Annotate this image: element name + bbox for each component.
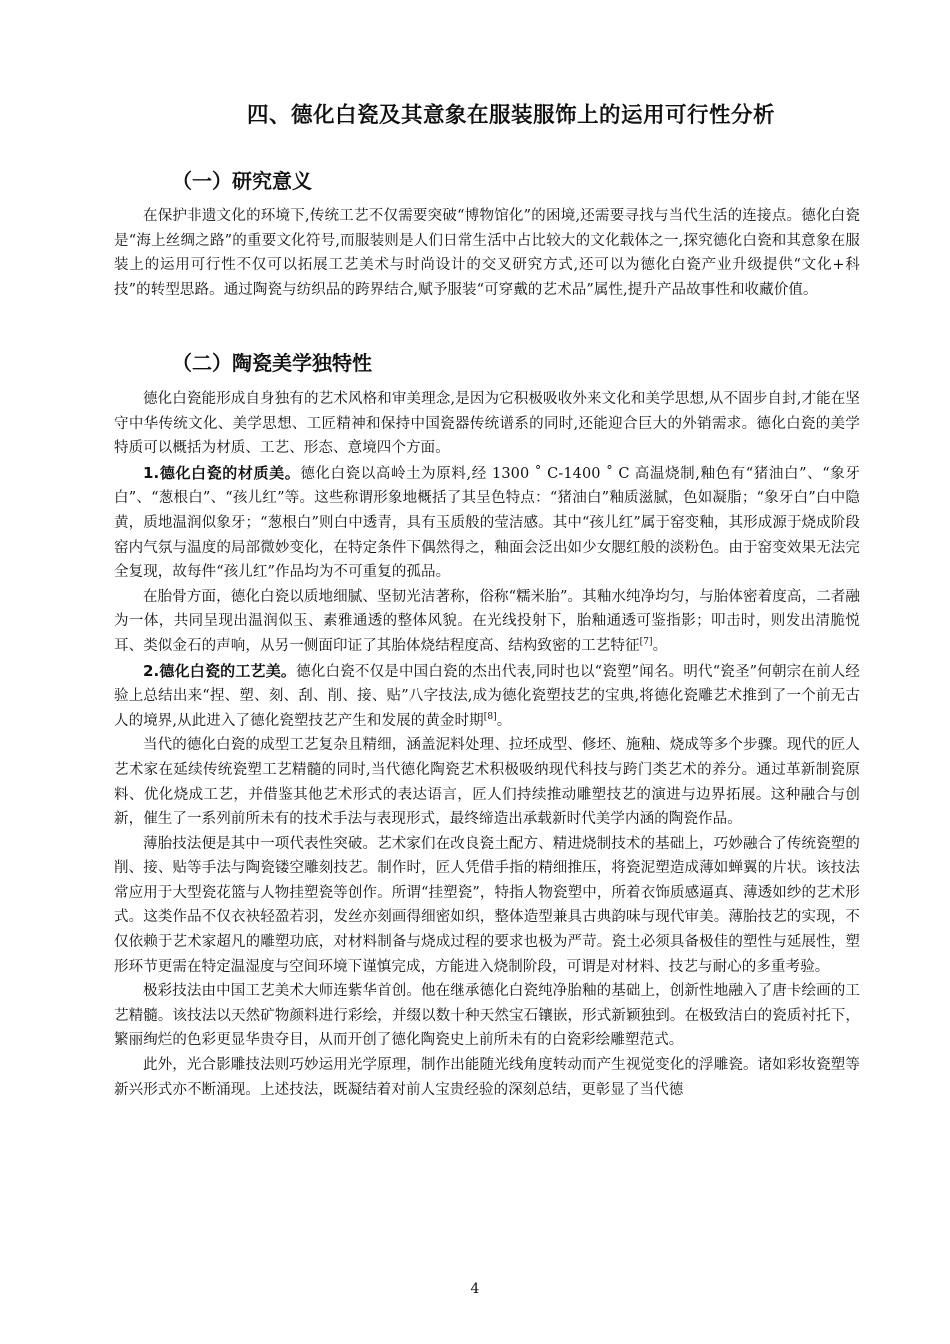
sentence-end: 。	[496, 712, 512, 729]
paragraph-body-clay	[114, 585, 860, 659]
paragraph-material	[114, 461, 860, 585]
subheading-material: 1.德化白瓷的材质美。	[143, 463, 301, 482]
craft-text: 德化白瓷不仅是中国白瓷的杰出代表,同时也以“瓷塑”闻名。明代“瓷圣”何朝宗在前人经验上总结出来“捏、塑、刻、刮、削、接、贴”八字技法,成为德化瓷塑技艺的宝典,将德化瓷雕艺术推到了一个前无古人的境界,从此进入了德化瓷塑技艺产生和发展的黄金时期	[114, 663, 860, 729]
paragraph-light-carving: 此外，光合影雕技法则巧妙运用光学原理，制作出能随光线角度转动而产生视觉变化的浮雕瓷。诸如彩妆瓷塑等新兴形式亦不断涌现。上述技法，既凝结着对前人宝贵经验的深刻总结，更彰显了当代德	[114, 1057, 860, 1098]
citation-ref[interactable]: [7]	[639, 637, 653, 648]
paragraph-intro: 德化白瓷能形成自身独有的艺术风格和审美理念,是因为它积极吸收外来文化和美学思想,从不固步自封,才能在坚守中华传统文化、美学思想、工匠精神和保持中国瓷器传统谱系的同时,还能迎合巨大的外销需求。德化白瓷的美学特质可以概括为材质、工艺、形态、意境四个方面。	[114, 391, 860, 457]
subheading-craft: 2.德化白瓷的工艺美。	[143, 661, 297, 680]
citation-ref[interactable]: [8]	[483, 711, 497, 722]
page-title: 四、德化白瓷及其意象在服装服饰上的运用可行性分析	[246, 103, 775, 128]
section-heading-research-significance: （一）研究意义	[172, 169, 312, 193]
paragraph-color-technique: 极彩技法由中国工艺美术大师连紫华首创。他在继承德化白瓷纯净胎釉的基础上，创新性地融入了唐卡绘画的工艺精髓。该技法以天然矿物颜料进行彩绘，并缀以数十种天然宝石镶嵌，形式新颖独到。在极致洁白的瓷质衬托下，繁丽绚烂的色彩更显华贵夺目，从而开创了德化陶瓷史上前所未有的白瓷彩绘雕塑范式。	[114, 983, 860, 1049]
body-clay-text: 在胎骨方面，德化白瓷以质地细腻、坚韧光洁著称，俗称“糯米胎”。其釉水纯净均匀，与胎体密着度高，二者融为一体，共同呈现出温润似玉、素雅通透的整体风貌。在光线投射下，胎釉通透可鉴指影；叩击时，则发出清脆悦耳、类似金石的声响，从另一侧面印证了其胎体烧结程度高、结构致密的工艺特征	[114, 588, 860, 654]
material-text: 德化白瓷以高岭土为原料,经 1300 ˚ C-1400 ˚ C 高温烧制,釉色有“猪油白”、“象牙白”、“葱根白”、“孩儿红”等。这些称谓形象地概括了其呈色特点：“猪油白”釉质滋腻，色如凝脂；“象牙白”白中隐黄，质地温润似象牙；“葱根白”则白中透青，具有玉质般的莹洁感。其中“孩儿红”属于窑变釉，其形成源于烧成阶段窑内气氛与温度的局部微妙变化，在特定条件下偶然得之，釉面会泛出如少女腮红般的淡粉色。由于窑变效果无法完全复现，故每件“孩儿红”作品均为不可重复的孤品。	[114, 465, 860, 581]
paragraph-modern-craft: 当代的德化白瓷的成型工艺复杂且精细，涵盖泥料处理、拉坯成型、修坯、施釉、烧成等多个步骤。现代的匠人艺术家在延续传统瓷塑工艺精髓的同时,当代德化陶瓷艺术积极吸纳现代科技与跨门类艺术的养分。通过革新制瓷原料、优化烧成工艺，并借鉴其他艺术形式的表达语言，匠人们持续推动雕塑技艺的演进与边界拓展。这种融合与创新，催生了一系列前所未有的技术手法与表现形式，最终缔造出承载新时代美学内涵的陶瓷作品。	[114, 737, 860, 828]
section-body-research-significance	[114, 204, 860, 302]
section-body-ceramic-aesthetics	[114, 387, 860, 1102]
page-number: 4	[470, 1281, 480, 1297]
paragraph-craft	[114, 659, 860, 734]
section-heading-ceramic-aesthetics: （二）陶瓷美学独特性	[172, 351, 372, 375]
paragraph: 在保护非遗文化的环境下,传统工艺不仅需要突破“博物馆化”的困境,还需要寻找与当代生活的连接点。德化白瓷是“海上丝绸之路”的重要文化符号,而服装则是人们日常生活中占比较大的文化载体之一,探究德化白瓷和其意象在服装上的运用可行性不仅可以拓展工艺美术与时尚设计的交叉研究方式,还可以为德化白瓷产业升级提供“文化+科技”的转型思路。通过陶瓷与纺织品的跨界结合,赋予服装“可穿戴的艺术品”属性,提升产品故事性和收藏价值。	[114, 208, 860, 298]
paragraph-thin-body: 薄胎技法便是其中一项代表性突破。艺术家们在改良瓷土配方、精进烧制技术的基础上，巧妙融合了传统瓷塑的削、接、贴等手法与陶瓷镂空雕刻技艺。制作时，匠人凭借手指的精细推压，将瓷泥塑造成薄如蝉翼的片状。该技法常应用于大型瓷花篮与人物挂塑瓷等创作。所谓“挂塑瓷”，特指人物瓷塑中，所着衣饰质感逼真、薄透如纱的艺术形式。这类作品不仅衣袂轻盈若羽，发丝亦刻画得细密如织，整体造型兼具古典韵味与现代审美。薄胎技艺的实现，不仅依赖于艺术家超凡的雕塑功底，对材料制备与烧成过程的要求也极为严苛。瓷土必须具备极佳的塑性与延展性，塑形环节更需在特定温湿度与空间环境下谨慎完成，方能进入烧制阶段，可谓是对材料、技艺与耐心的多重考验。	[114, 835, 860, 975]
sentence-end: 。	[652, 637, 668, 654]
